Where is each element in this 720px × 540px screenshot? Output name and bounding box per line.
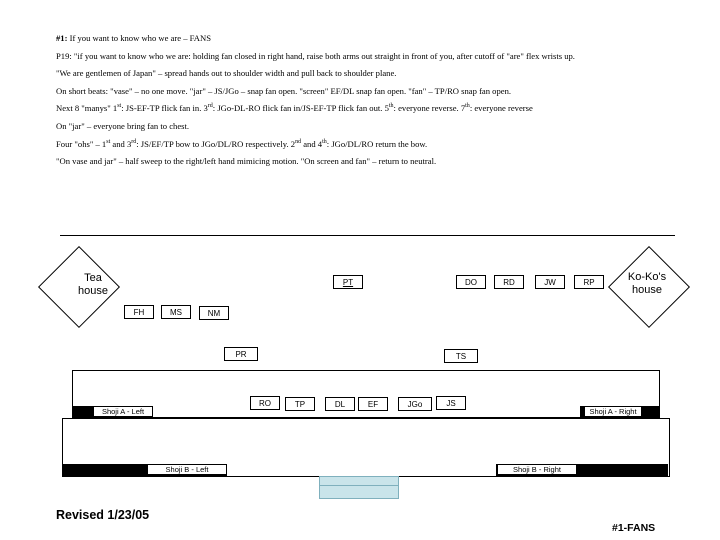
position-pt: PT	[333, 275, 363, 289]
position-rd: RD	[494, 275, 524, 289]
shoji-a-right: Shoji A - Right	[584, 406, 642, 417]
position-rp: RP	[574, 275, 604, 289]
note-title	[56, 32, 696, 44]
note-manys: Next 8 "manys" 1st: JS-EF-TP flick fan in. 3rd: JGo-DL-RO flick fan in/JS-EF-TP flick fan out. 5th: everyone reverse. 7th: everyone reverse	[56, 103, 533, 114]
choreography-notes	[56, 32, 696, 173]
note-jar: On "jar" – everyone bring fan to chest.	[56, 120, 190, 131]
note-ohs: Four "ohs" – 1st and 3rd: JS/EF/TP bow to JGo/DL/RO respectively. 2nd and 4th: JGo/DL/RO return the bow.	[56, 138, 428, 149]
position-ro: RO	[250, 396, 280, 410]
position-do: DO	[456, 275, 486, 289]
note-gentlemen: "We are gentlemen of Japan" – spread hands out to shoulder width and pull back to shoulder plane.	[56, 68, 397, 79]
koko-house-label: Ko-Ko's house	[627, 271, 667, 296]
shoji-a-left: Shoji A - Left	[93, 406, 153, 417]
shoji-b-right: Shoji B - Right	[497, 464, 577, 475]
tea-house-label: Tea house	[78, 272, 108, 297]
position-fh: FH	[124, 305, 154, 319]
note-vase-jar: "On vase and jar" – half sweep to the right/left hand mimicing motion. "On screen and fan" – return to neutral.	[56, 156, 437, 167]
position-pr: PR	[224, 347, 258, 361]
runway-divider	[319, 485, 399, 486]
position-jw: JW	[535, 275, 565, 289]
runway	[319, 476, 399, 499]
position-js: JS	[436, 396, 466, 410]
note-short-beats: On short beats: "vase" – no one move. "jar" – JS/JGo – snap fan open. "screen" EF/DL snap fan open. "fan" – TP/RO snap fan open.	[56, 85, 512, 96]
position-nm: NM	[199, 306, 229, 320]
shoji-b-left: Shoji B - Left	[147, 464, 227, 475]
position-jgo: JGo	[398, 397, 432, 411]
position-tp: TP	[285, 397, 315, 411]
position-ms: MS	[161, 305, 191, 319]
revised-date: Revised 1/23/05	[56, 508, 150, 522]
note-p19: P19: "if you want to know who we are: holding fan closed in right hand, raise both arms out straight in front of you, after cutoff of "are" flex wrists up.	[56, 50, 575, 61]
divider-line	[60, 235, 675, 236]
position-dl: DL	[325, 397, 355, 411]
slide-label: #1-FANS	[612, 522, 656, 534]
note-title-text: If you want to know who we are – FANS	[67, 33, 211, 43]
position-ef: EF	[358, 397, 388, 411]
note-title-label: #1:	[56, 33, 68, 43]
position-ts: TS	[444, 349, 478, 363]
